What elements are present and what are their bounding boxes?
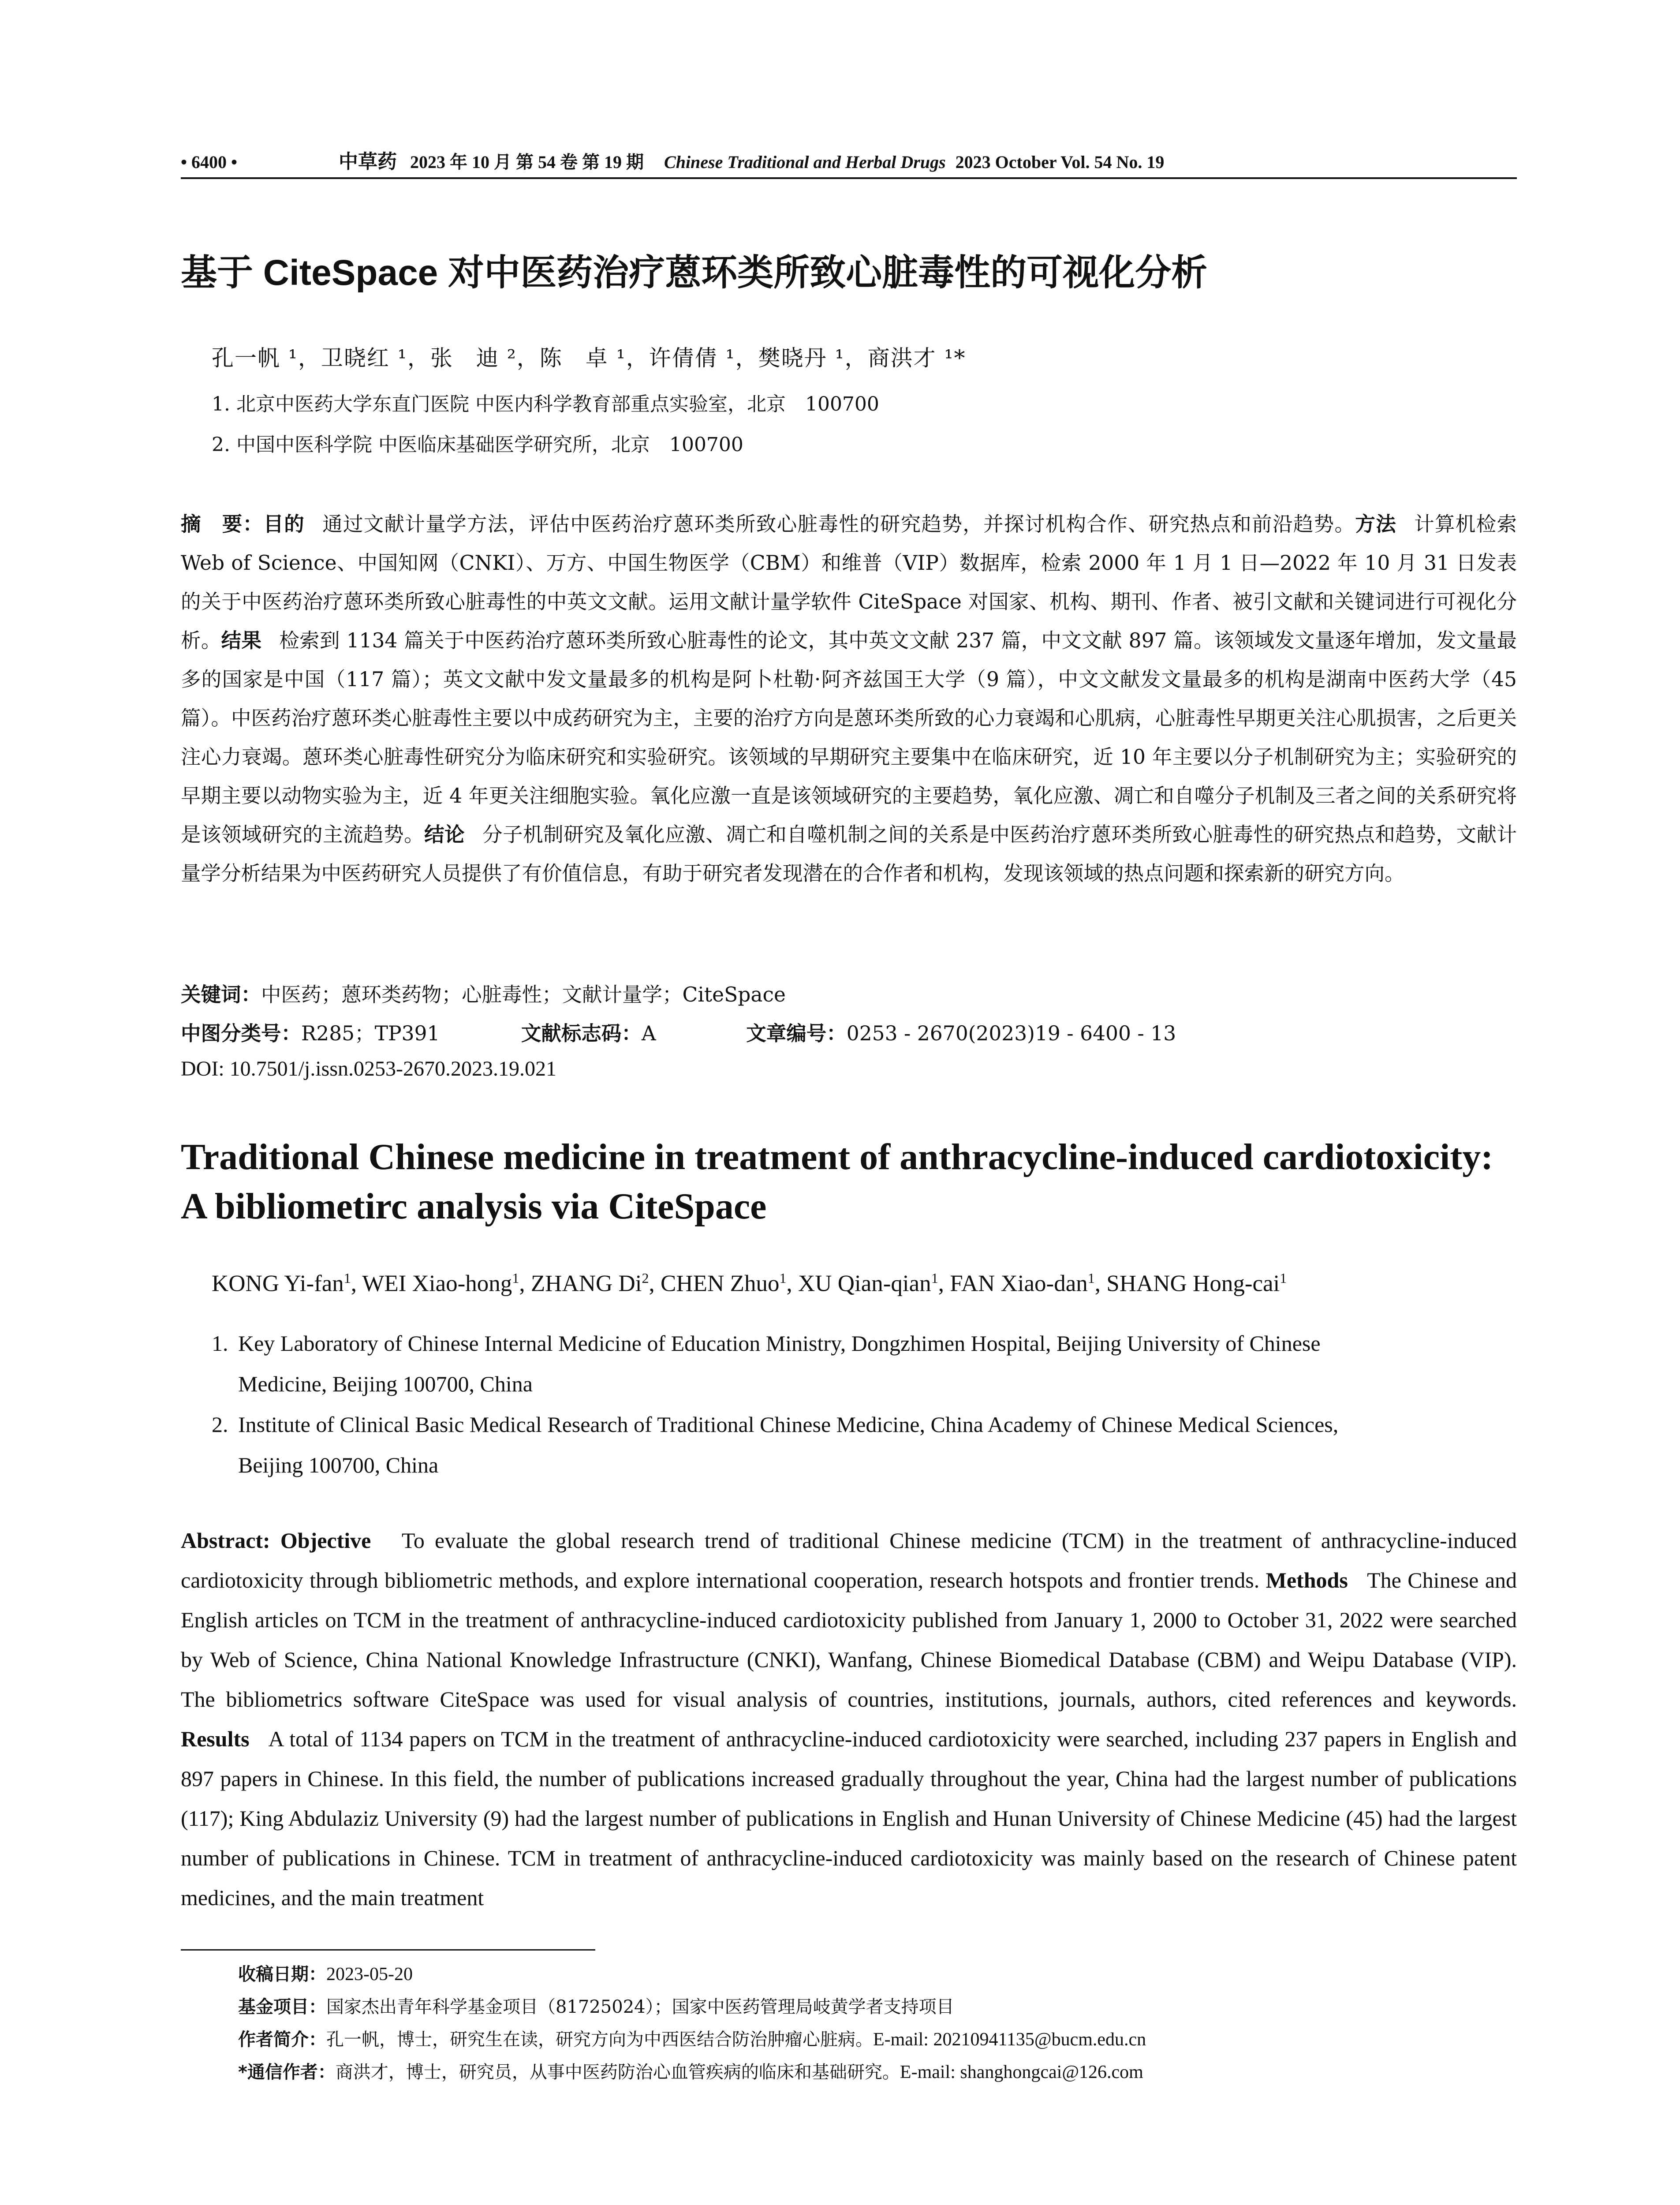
- en-author: FAN Xiao-dan: [950, 1271, 1088, 1297]
- en-objective-label: Abstract: Objective: [181, 1528, 371, 1553]
- corresponding-label: *通信作者：: [238, 2062, 336, 2082]
- journal-issue-en: 2023 October Vol. 54 No. 19: [955, 152, 1165, 172]
- cn-methods-label: 方法: [1355, 512, 1397, 536]
- clc-label: 中图分类号：: [181, 1022, 302, 1045]
- fund-text: 国家杰出青年科学基金项目（81725024）；国家中医药管理局岐黄学者支持项目: [326, 1997, 954, 2017]
- cn-objective-text: 通过文献计量学方法，评估中医药治疗蒽环类所致心脏毒性的研究趋势，并探讨机构合作、研究热点和前沿趋势。: [322, 512, 1355, 536]
- footnote-corresponding: [238, 2056, 1517, 2089]
- cn-keywords: [181, 979, 1517, 1008]
- en-author: SHANG Hong-cai: [1106, 1271, 1280, 1297]
- en-results-label: Results: [181, 1727, 250, 1751]
- journal-issue-cn: 2023 年 10 月 第 54 卷 第 19 期: [410, 152, 644, 172]
- footnote-fund: [238, 1991, 1517, 2023]
- en-author-affiliation-mark: 2: [642, 1270, 649, 1286]
- cn-methods-text: 计算机检索 Web of Science、中国知网（CNKI）、万方、中国生物医学（CBM）和维普（VIP）数据库，检索 2000 年 1 月 1 日—2022 年 10 月 31 日发表的关于中医药治疗蒽环类所致心脏毒性的中英文文献。运用文献计量学软件 CiteSpace 对国家、机构、期刊、作者、被引文献和关键词进行可视化分析。: [181, 512, 1517, 652]
- en-affiliation-1-line2: Medicine, Beijing 100700, China: [238, 1372, 533, 1396]
- cn-conclusion-text: 分子机制研究及氧化应激、凋亡和自噬机制之间的关系是中医药治疗蒽环类所致心脏毒性的研究热点和趋势，文献计量学分析结果为中医药研究人员提供了有价值信息，有助于研究者发现潜在的合作者和机构，发现该领域的热点问题和探索新的研究方向。: [181, 823, 1517, 885]
- en-affiliation-1-number: 1.: [212, 1331, 228, 1356]
- cn-objective-label: 目的: [263, 512, 305, 536]
- en-author: ZHANG Di: [530, 1271, 642, 1297]
- journal-name-en: Chinese Traditional and Herbal Drugs: [664, 152, 946, 172]
- cn-results-label: 结果: [221, 629, 262, 652]
- en-author-affiliation-mark: 1: [512, 1270, 519, 1286]
- en-methods-text: The Chinese and English articles on TCM in the treatment of anthracycline-induced cardiotoxicity published from January 1, 2000 to October 31, 2022 were searched by Web of Science, China National Knowledge Infrastructure (CNKI), Wanfang, Chinese Biomedical Database (CBM) and Weipu Database (VIP). The bibliometrics software CiteSpace was used for visual analysis of countries, institutions, journals, authors, cited references and keywords.: [181, 1568, 1517, 1712]
- received-date: 2023-05-20: [326, 1964, 413, 1984]
- en-author: CHEN Zhuo: [661, 1271, 780, 1297]
- page-number: • 6400 •: [181, 152, 238, 172]
- en-author: XU Qian-qian: [798, 1271, 931, 1297]
- en-objective-text: To evaluate the global research trend of traditional Chinese medicine (TCM) in the treatment of anthracycline-induced cardiotoxicity through bibliometric methods, and explore international cooperation, research hotspots and frontier trends.: [181, 1528, 1517, 1592]
- doc-code-label: 文献标志码：: [521, 1022, 642, 1045]
- en-authors: KONG Yi-fan$^1$, WEI Xiao-hong$^1$, ZHANG Di$^2$, CHEN Zhuo$^1$, XU Qian-qian$^1$, FAN Xiao-dan$^1$, SHANG Hong-cai$^1$: [212, 1270, 1287, 1297]
- en-abstract: [181, 1521, 1517, 1917]
- clc-value: R285；TP391: [301, 1022, 440, 1045]
- author-label: 作者简介：: [238, 2029, 326, 2050]
- en-affiliation-2-line1: Institute of Clinical Basic Medical Research of Traditional Chinese Medicine, China Academy of Chinese Medical Sciences,: [238, 1412, 1339, 1437]
- en-affiliation-1-line1: Key Laboratory of Chinese Internal Medicine of Education Ministry, Dongzhimen Hospital, Beijing University of Chinese: [238, 1331, 1321, 1356]
- en-affiliation-2: [212, 1404, 1517, 1485]
- cn-affiliation-2: 2. 中国中医科学院 中医临床基础医学研究所，北京 100700: [212, 434, 743, 456]
- en-author-affiliation-mark: 1: [1280, 1270, 1287, 1286]
- article-no-label: 文章编号：: [746, 1022, 847, 1045]
- en-methods-label: Methods: [1266, 1568, 1348, 1592]
- cn-affiliation-1: 1. 北京中医药大学东直门医院 中医内科学教育部重点实验室，北京 100700: [212, 393, 879, 415]
- corresponding-email[interactable]: E-mail: shanghongcai@126.com: [900, 2062, 1143, 2082]
- cn-keywords-label: 关键词：: [181, 983, 261, 1006]
- cn-classification: [181, 1018, 1517, 1046]
- author-email[interactable]: E-mail: 20210941135@bucm.edu.cn: [873, 2029, 1146, 2050]
- cn-keywords-text: 中医药；蒽环类药物；心脏毒性；文献计量学；CiteSpace: [261, 983, 786, 1006]
- cn-abstract-label: 摘 要：: [181, 512, 264, 536]
- en-affiliation-2-number: 2.: [212, 1412, 228, 1437]
- running-header: [181, 146, 1517, 185]
- en-results-text: A total of 1134 papers on TCM in the treatment of anthracycline-induced cardiotoxicity were searched, including 237 papers in English and 897 papers in Chinese. In this field, the number of publications increased gradually throughout the year, China had the largest number of publications (117); King Abdulaziz University (9) had the largest number of publications in English and Hunan University of Chinese Medicine (45) had the largest number of publications in Chinese. TCM in treatment of anthracycline-induced cardiotoxicity was mainly based on the research of Chinese patent medicines, and the main treatment: [181, 1727, 1517, 1910]
- en-author-affiliation-mark: 1: [779, 1270, 787, 1286]
- author-text: 孔一帆，博士，研究生在读，研究方向为中西医结合防治肿瘤心脏病。: [326, 2029, 873, 2050]
- footnotes: [238, 1958, 1517, 2089]
- en-title: Traditional Chinese medicine in treatment of anthracycline-induced cardiotoxicity: A bibliometirc analysis via CiteSpace: [181, 1136, 1493, 1227]
- header-rule: [181, 177, 1517, 179]
- article-no-value: 0253 - 2670(2023)19 - 6400 - 13: [846, 1022, 1176, 1045]
- en-author: WEI Xiao-hong: [362, 1271, 512, 1297]
- cn-abstract: [181, 505, 1517, 893]
- footnote-received: [238, 1958, 1517, 1991]
- en-author-affiliation-mark: 1: [1087, 1270, 1095, 1286]
- corresponding-text: 商洪才，博士，研究员，从事中医药防治心血管疾病的临床和基础研究。: [335, 2062, 900, 2082]
- footnote-rule: [181, 1949, 595, 1951]
- received-label: 收稿日期：: [238, 1964, 326, 1984]
- en-author-affiliation-mark: 1: [931, 1270, 938, 1286]
- doc-code-value: A: [641, 1022, 656, 1045]
- en-affiliation-1: [212, 1323, 1517, 1404]
- cn-conclusion-label: 结论: [424, 823, 465, 846]
- cn-title: 基于 CiteSpace 对中医药治疗蒽环类所致心脏毒性的可视化分析: [181, 253, 1208, 293]
- doi: DOI: 10.7501/j.issn.0253-2670.2023.19.021: [181, 1057, 556, 1080]
- cn-results-text: 检索到 1134 篇关于中医药治疗蒽环类所致心脏毒性的论文，其中英文文献 237 篇，中文文献 897 篇。该领域发文量逐年增加，发文量最多的国家是中国（117 篇）；英文文献中发文量最多的机构是阿卜杜勒·阿齐兹国王大学（9 篇），中文文献发文量最多的机构是湖南中医药大学（45 篇）。中医药治疗蒽环类心脏毒性主要以中成药研究为主，主要的治疗方向是蒽环类所致的心力衰竭和心肌病，心脏毒性早期更关注心肌损害，之后更关注心力衰竭。蒽环类心脏毒性研究分为临床研究和实验研究。该领域的早期研究主要集中在临床研究，近 10 年主要以分子机制研究为主；实验研究的早期主要以动物实验为主，近 4 年更关注细胞实验。氧化应激一直是该领域研究的主要趋势，氧化应激、凋亡和自噬分子机制及三者之间的关系研究将是该领域研究的主流趋势。: [181, 629, 1517, 846]
- en-author: KONG Yi-fan: [212, 1271, 344, 1297]
- journal-logo: 中草药: [339, 151, 397, 172]
- en-affiliation-2-line2: Beijing 100700, China: [238, 1453, 439, 1477]
- cn-authors: 孔一帆 ¹，卫晓红 ¹，张 迪 ²，陈 卓 ¹，许倩倩 ¹，樊晓丹 ¹，商洪才 ¹*: [212, 345, 966, 371]
- fund-label: 基金项目：: [238, 1997, 326, 2017]
- footnote-author: [238, 2023, 1517, 2056]
- en-author-affiliation-mark: 1: [343, 1270, 351, 1286]
